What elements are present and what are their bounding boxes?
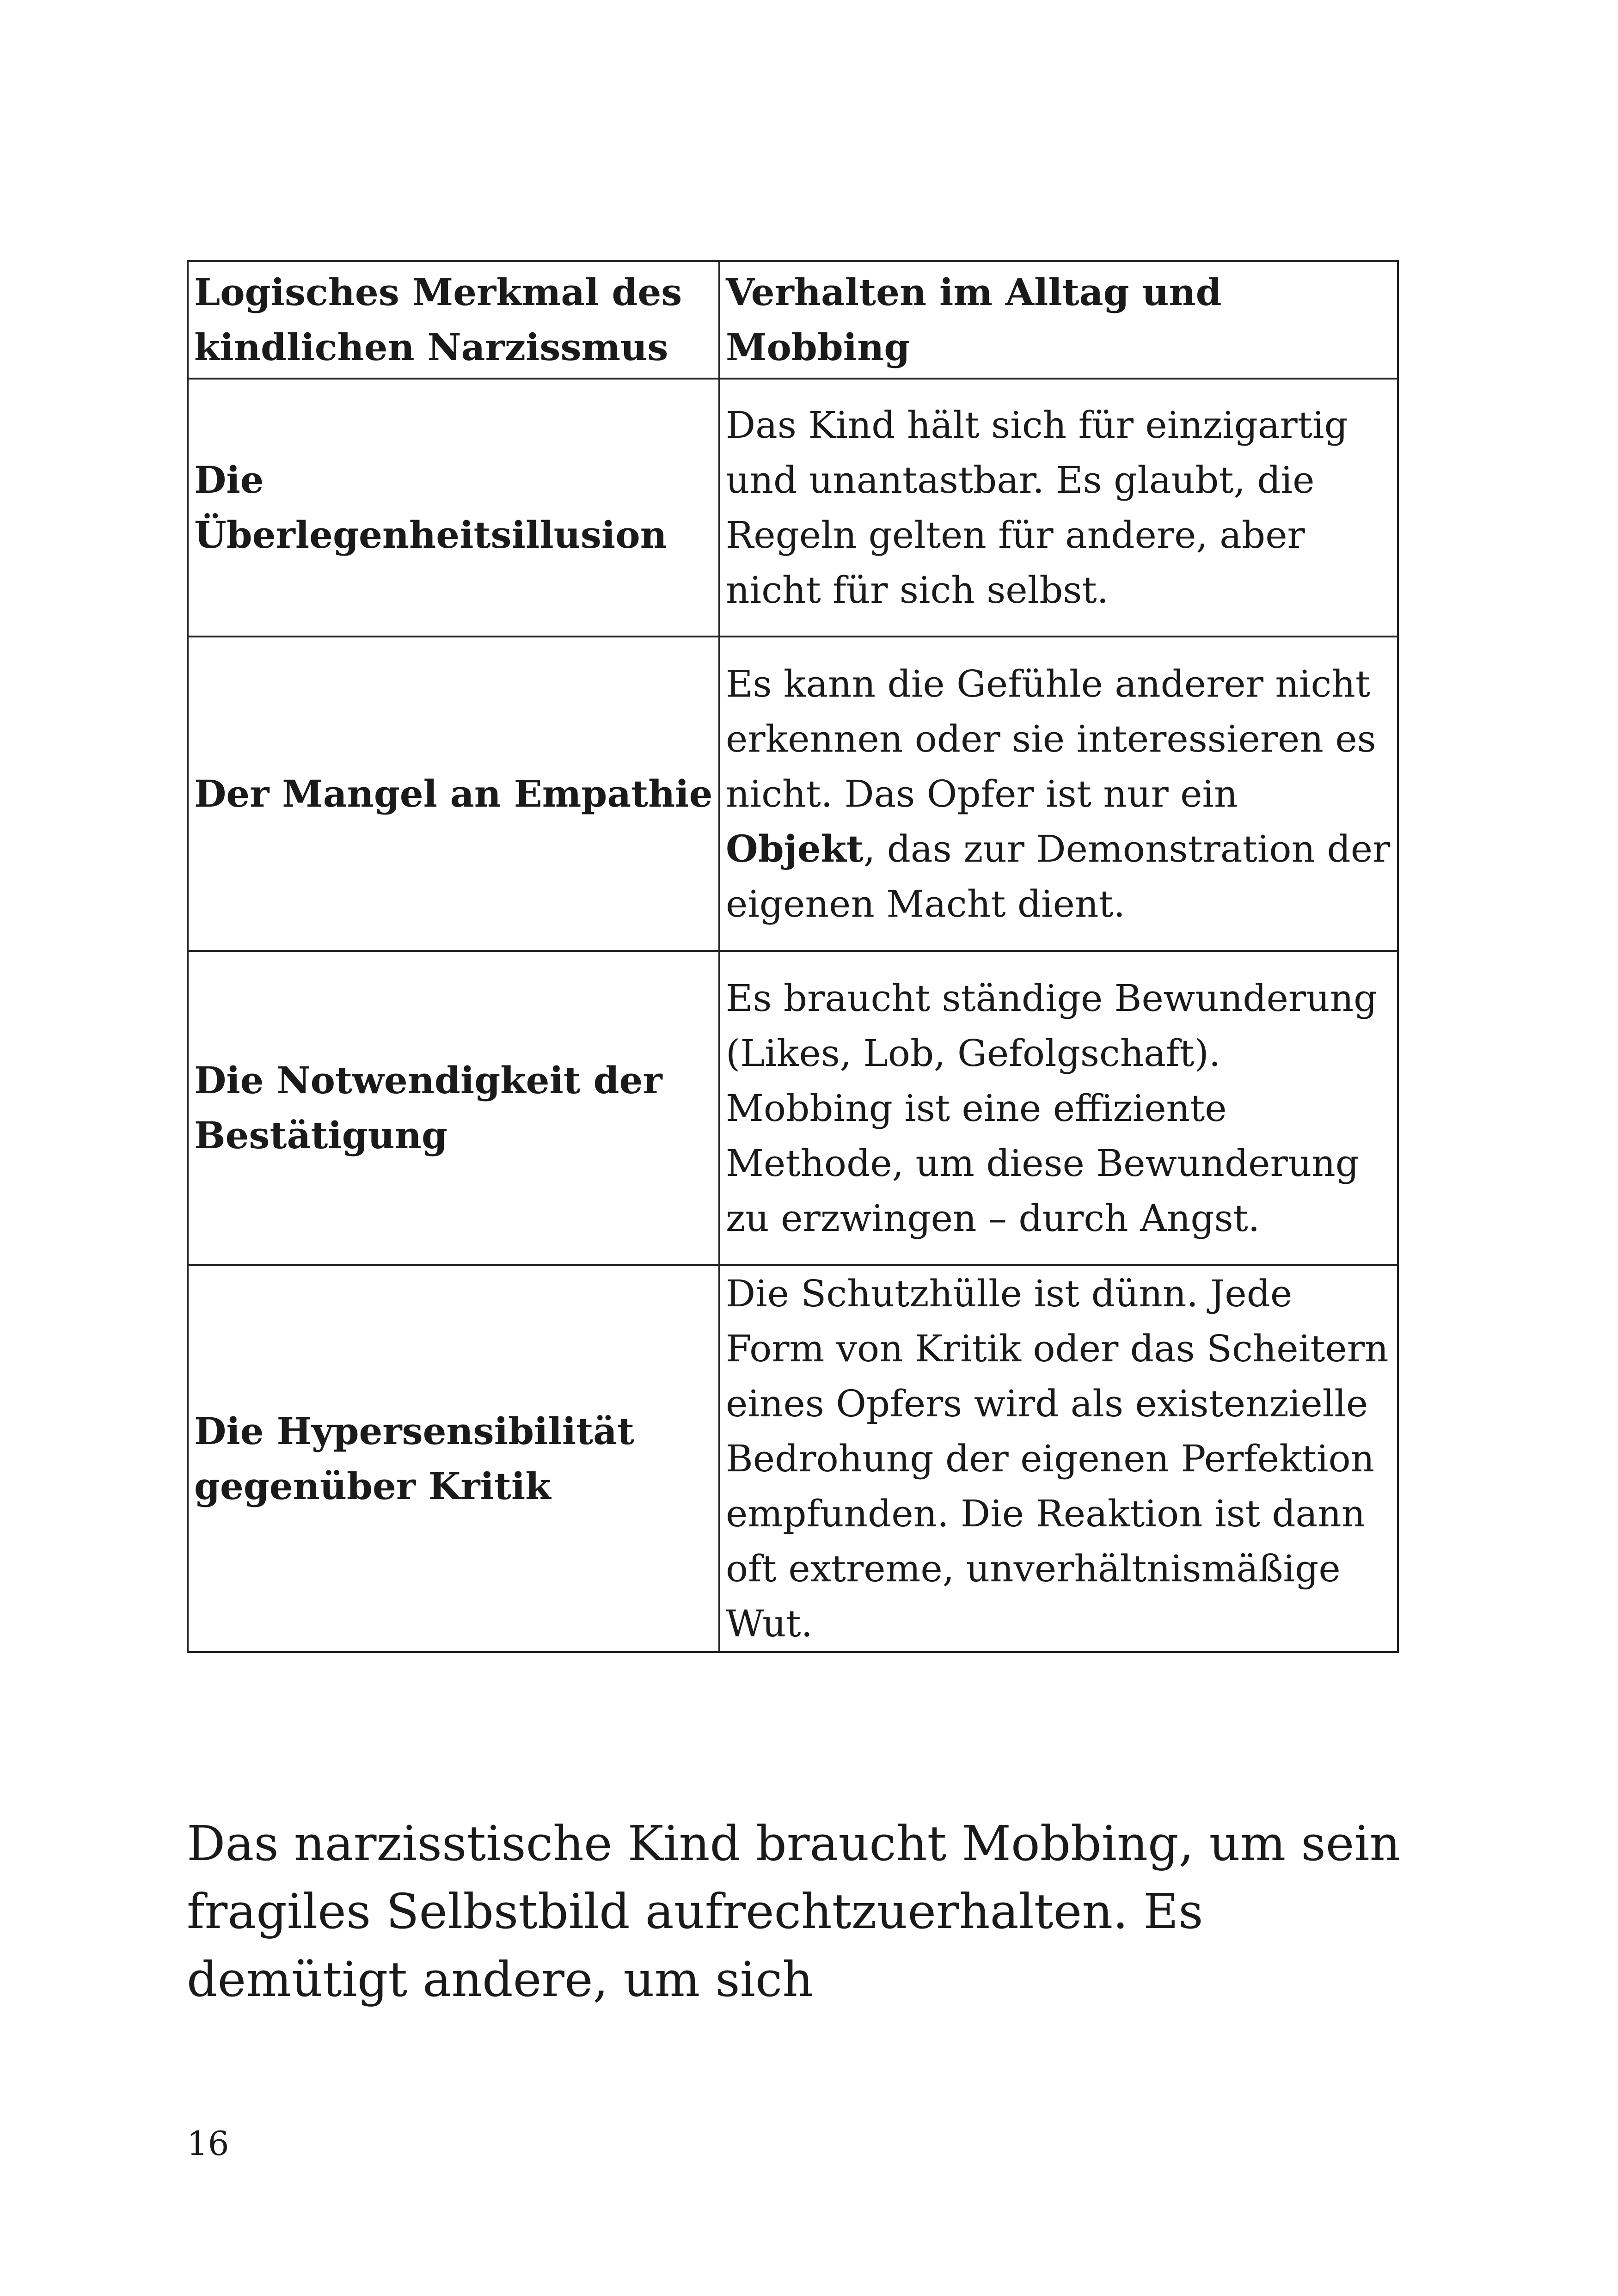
description-bold-word: Objekt	[726, 827, 864, 870]
description-text: Es kann die Gefühle anderer nicht erkennen oder sie interessieren es nicht. Das Opfer ist nur ein	[726, 662, 1376, 815]
trait-cell: Die Überlegenheitsillusion	[188, 379, 719, 637]
trait-cell: Die Hypersensibilität gegenüber Kritik	[188, 1265, 719, 1652]
table-row	[188, 379, 1398, 637]
page-number: 16	[187, 2124, 229, 2163]
trait-cell: Die Notwendigkeit der Bestätigung	[188, 951, 719, 1265]
header-cell-trait: Logisches Merkmal des kindlichen Narzissmus	[188, 261, 719, 379]
table-row	[188, 1265, 1398, 1652]
description-cell: Die Schutzhülle ist dünn. Jede Form von Kritik oder das Scheitern eines Opfers wird als existenzielle Bedrohung der eigenen Perfektion empfunden. Die Reaktion ist dann oft extreme, unverhältnismäßige Wut.	[719, 1265, 1398, 1652]
table-row	[188, 951, 1398, 1265]
header-cell-behavior: Verhalten im Alltag und Mobbing	[719, 261, 1398, 379]
body-paragraph: Das narzisstische Kind braucht Mobbing, um sein fragiles Selbstbild aufrechtzuerhalten. Es demütigt andere, um sich	[187, 1815, 1401, 2008]
table-row	[188, 637, 1398, 951]
description-cell: Das Kind hält sich für einzigartig und unantastbar. Es glaubt, die Regeln gelten für andere, aber nicht für sich selbst.	[719, 379, 1398, 637]
narcissism-traits-table	[187, 260, 1399, 1653]
description-cell: Es braucht ständige Bewunderung (Likes, Lob, Gefolgschaft). Mobbing ist eine effiziente Methode, um diese Bewunderung zu erzwingen – durch Angst.	[719, 951, 1398, 1265]
description-text: , das zur Demonstration der eigenen Macht dient.	[726, 827, 1391, 925]
description-cell	[719, 637, 1398, 951]
table-header-row	[188, 261, 1398, 379]
trait-cell: Der Mangel an Empathie	[188, 637, 719, 951]
